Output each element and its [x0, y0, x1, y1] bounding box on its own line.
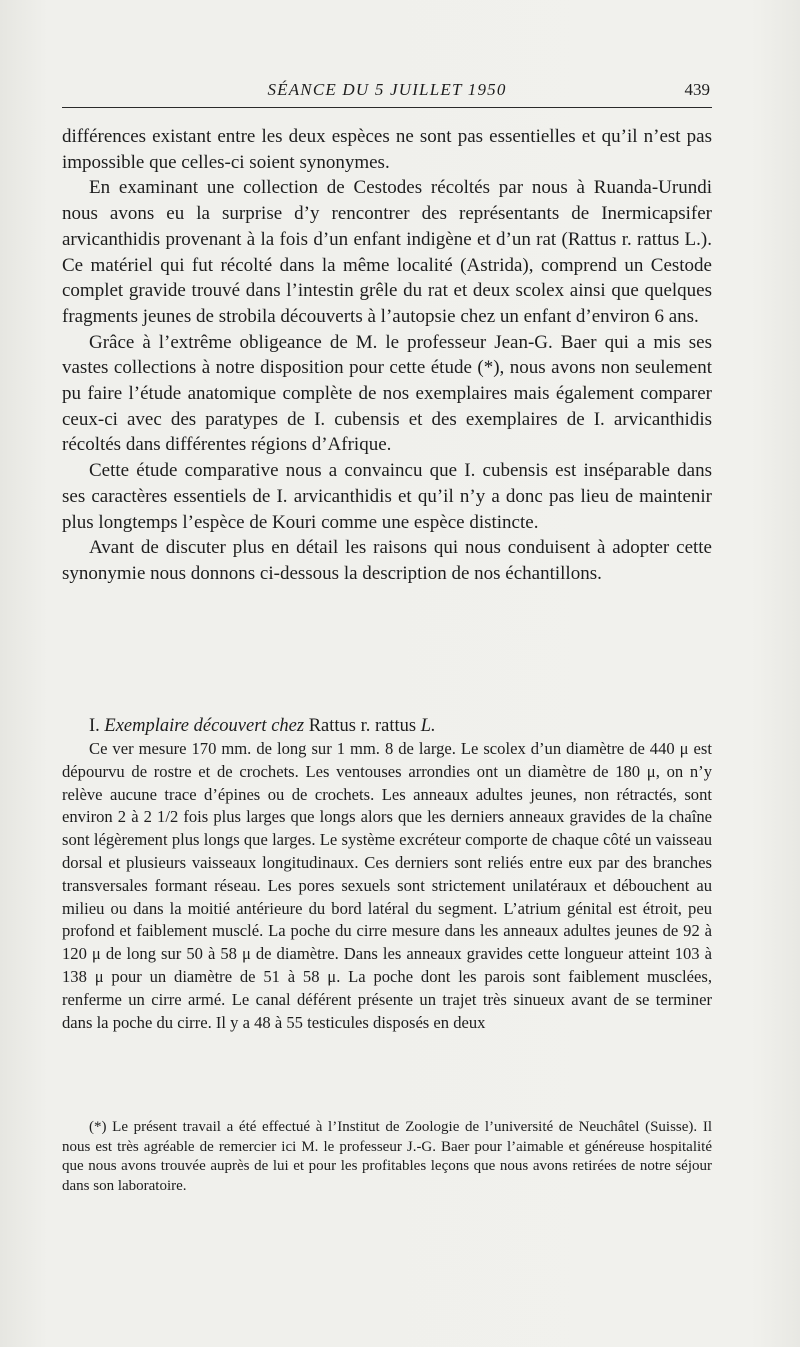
paragraph-1: différences existant entre les deux espèces ne sont pas essentielles et qu’il n’est pas impossible que celles-ci soient synonymes.: [62, 126, 712, 173]
header-rule: [62, 107, 712, 108]
page-header: [62, 78, 712, 106]
paragraph-2: En examinant une collection de Cestodes récoltés par nous à Ruanda-Urundi nous avons eu la surprise d’y rencontrer des représentants de Inermicapsifer arvicanthidis provenant à la fois d’un enfant indigène et d’un rat (Rattus r. rattus L.). Ce matériel qui fut récolté dans la même localité (Astrida), comprend un Cestode complet gravide trouvé dans l’intestin grêle du rat et deux scolex ainsi que quelques fragments jeunes de strobila découverts à l’autopsie chez un enfant d’environ 6 ans.: [62, 177, 712, 327]
section-heading: [62, 714, 712, 738]
main-text: [62, 124, 712, 587]
running-head: SÉANCE DU 5 JUILLET 1950: [267, 80, 507, 99]
paragraph-5: Avant de discuter plus en détail les raisons qui nous conduisent à adopter cette synonymie nous donnons ci-dessous la description de nos échantillons.: [62, 537, 712, 584]
paragraph-4: Cette étude comparative nous a convaincu que I. cubensis est inséparable dans ses caractères essentiels de I. arvicanthidis et qu’il n’y a donc pas lieu de maintenir plus longtemps l’espèce de Kouri comme une espèce distincte.: [62, 460, 712, 533]
section-number: I.: [89, 716, 100, 736]
section-heading-italic: Exemplaire découvert chez: [104, 716, 305, 736]
page-number: 439: [684, 80, 710, 99]
section-heading-host: Rattus r. rattus: [308, 716, 417, 736]
section-description: Ce ver mesure 170 mm. de long sur 1 mm. 8 de large. Le scolex d’un diamètre de 440 μ est dépourvu de rostre et de crochets. Les ventouses arrondies ont un diamètre de 180 μ, on n’y relève aucune trace d’épines ou de crochets. Les anneaux adultes jeunes, non rétractés, sont environ 2 à 2 1/2 fois plus larges que longs alors que les derniers anneaux gravides de la chaîne sont légèrement plus longs que larges. Le système excréteur comporte de chaque côté un vaisseau dorsal et plusieurs vaisseaux longitudinaux. Ces derniers sont reliés entre eux par des branches transversales formant réseau. Les pores sexuels sont strictement unilatéraux et débouchent au milieu ou dans la moitié antérieure du bord latéral du segment. L’atrium génital est étroit, peu profond et faiblement musclé. La poche du cirre mesure dans les anneaux adultes jeunes de 92 à 120 μ de long sur 50 à 58 μ de diamètre. Dans les anneaux gravides cette longueur atteint 103 à 138 μ pour un diamètre de 51 à 58 μ. La poche dont les parois sont faiblement musclées, renferme un cirre armé. Le canal déférent présente un trajet très sinueux avant de se terminer dans la poche du cirre. Il y a 48 à 55 testicules disposés en deux: [62, 739, 712, 1032]
footnote: (*) Le présent travail a été effectué à l’Institut de Zoologie de l’université de Neuchâtel (Suisse). Il nous est très agréable de remercier ici M. le professeur J.-G. Baer pour l’aimable et généreuse hospitalité que nous avons trouvée auprès de lui et pour les profitables leçons que nous avons retirées de notre séjour dans son laboratoire.: [62, 1119, 712, 1194]
paragraph-3: Grâce à l’extrême obligeance de M. le professeur Jean-G. Baer qui a mis ses vastes collections à notre disposition pour cette étude (*), nous avons non seulement pu faire l’étude anatomique complète de nos exemplaires mais également comparer ceux-ci avec des paratypes de I. cubensis et des exemplaires de I. arvicanthidis récoltés dans différentes régions d’Afrique.: [62, 331, 712, 456]
section-specimen-rat: [62, 714, 712, 1034]
section-heading-author: L.: [420, 716, 436, 736]
